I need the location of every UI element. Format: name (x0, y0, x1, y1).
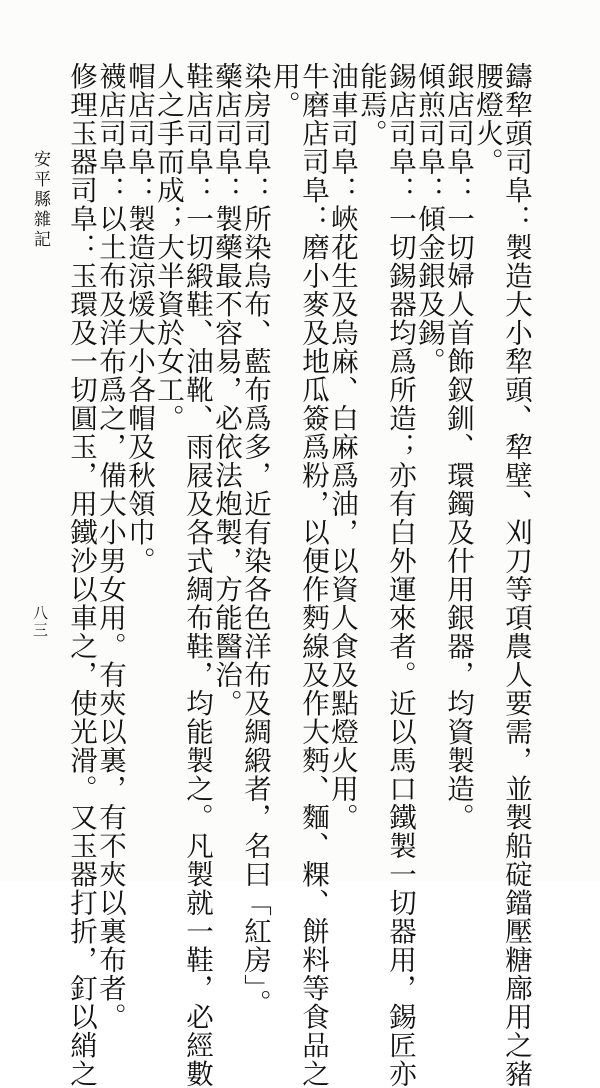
book-title-folio: 安平縣雜記 (30, 150, 50, 250)
text-column: 帽店司阜：製造涼煖大小各帽及秋領巾。 (123, 62, 155, 575)
text-column: 銀店司阜：一切婦人首飾釵釧、環鐲及什用銀器，均資製造。 (442, 62, 474, 832)
page-number: 八三 (31, 605, 49, 639)
text-column: 傾煎司阜：傾金銀及錫。 (413, 62, 445, 376)
text-column: 油車司阜：峽花生及烏麻、白麻爲油，以資人食及點燈火用。 (326, 62, 358, 832)
text-column: 能焉。 (355, 62, 387, 148)
body-text (65, 62, 538, 1088)
text-column: 藥店司阜：製藥最不容易，必依法炮製，方能醫治。 (210, 62, 242, 718)
text-column: 修理玉器司阜：玉環及一切圓玉，用鐵沙以車之，使光滑。又玉器打折，釘以綃之 (65, 62, 97, 1088)
text-column: 染房司阜：所染烏布、藍布爲多，近有染各色洋布及綢緞者，名曰「紅房」。 (239, 62, 271, 1018)
text-column: 鑄犂頭司阜：製造大小犂頭、犂壁、刈刀等項農人要需，並製船碇鐺壓糖廍用之豬 (500, 62, 532, 1088)
text-column: 襪店司阜：以土布及洋布爲之，備大小男女用。有夾以裏，有不夾以裏布者。 (94, 62, 126, 1031)
text-column: 鞋店司阜：一切緞鞋、油靴、雨屐及各式綢布鞋，均能製之。凡製就一鞋，必經數 (181, 62, 213, 1088)
text-column: 人之手而成；大半資於女工。 (152, 62, 184, 433)
text-column: 用。 (268, 62, 300, 119)
text-column: 腰燈火。 (471, 62, 503, 176)
text-column: 錫店司阜：一切錫器均爲所造；亦有白外運來者。近以馬口鐵製一切器用，錫匠亦 (384, 62, 416, 1088)
text-column: 牛磨店司阜：磨小麥及地瓜簽爲粉，以便作麪線及作大麪、麵、粿、餅料等食品之 (297, 62, 329, 1088)
